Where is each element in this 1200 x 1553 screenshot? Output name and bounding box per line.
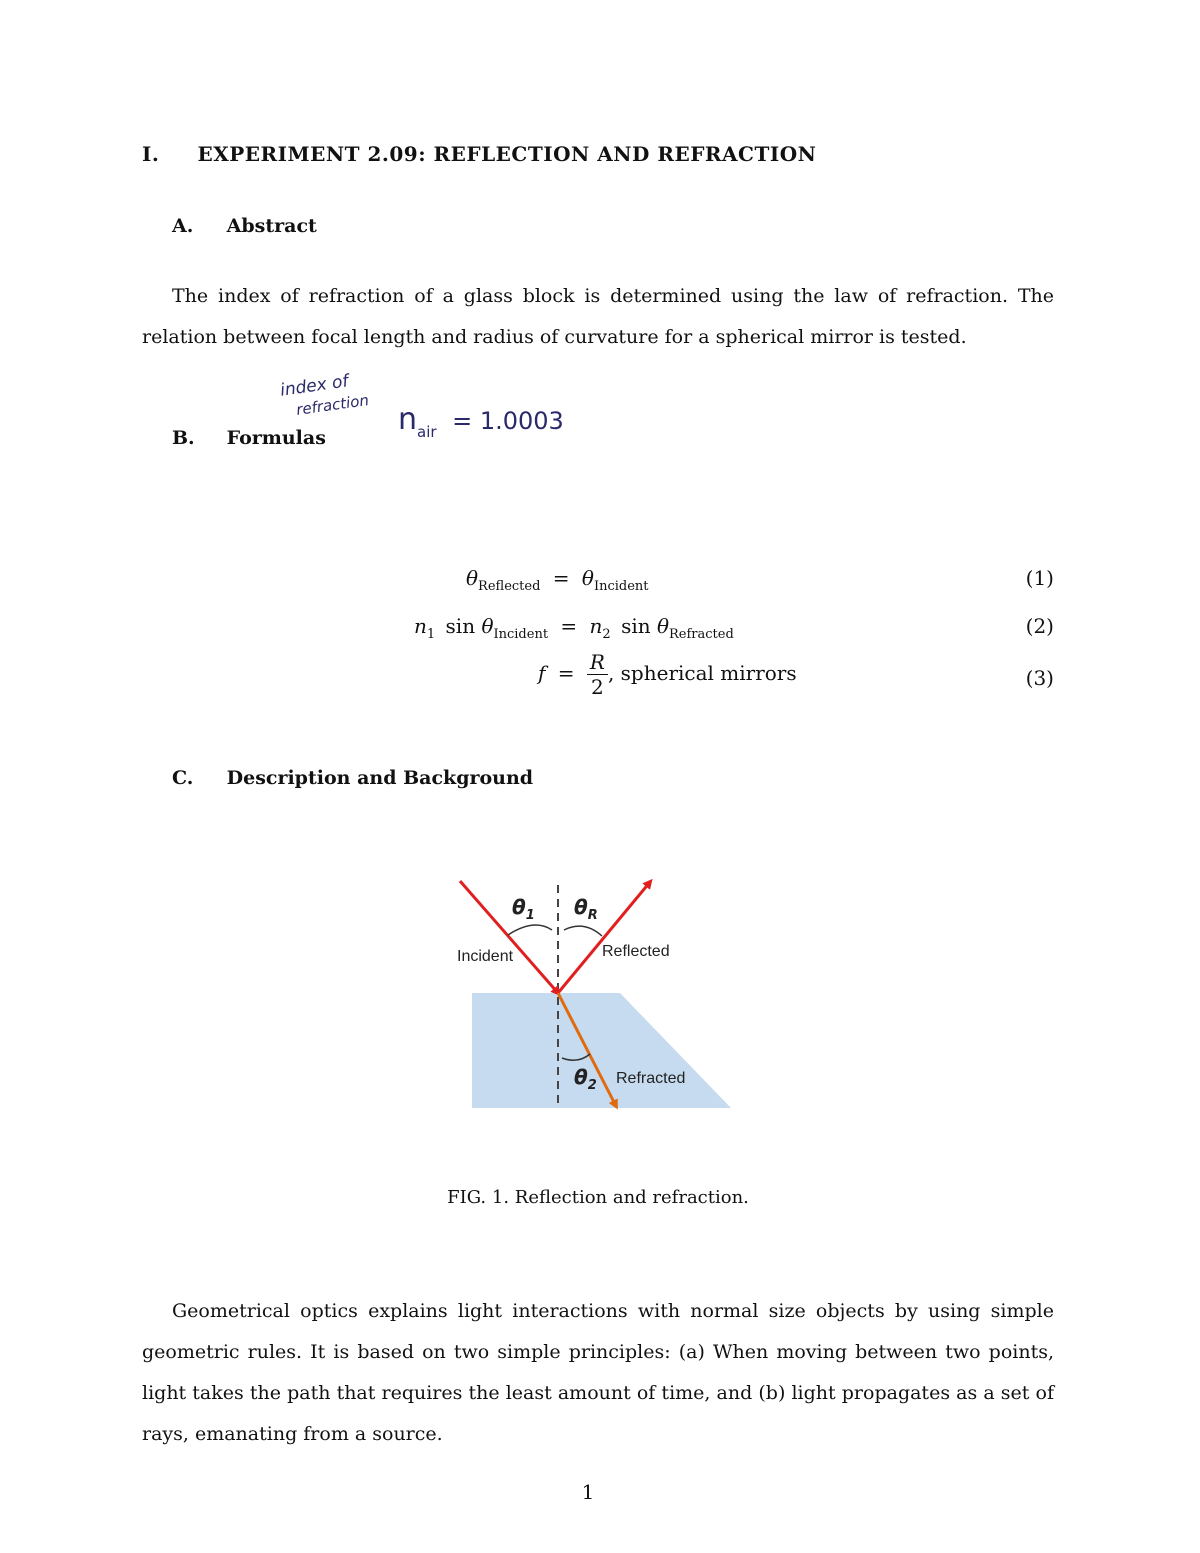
abstract-number: A. xyxy=(172,215,194,237)
eq2-equals: = xyxy=(560,614,578,638)
eq3-equals: = xyxy=(557,661,575,685)
glass-block xyxy=(472,993,731,1108)
body-paragraph xyxy=(142,1291,1054,1455)
eq2-n1-sub: 1 xyxy=(426,627,436,642)
handwritten-note-line2: refraction xyxy=(295,391,370,419)
handwritten-value: = 1.0003 xyxy=(452,407,564,435)
eq2-theta2-sub: Refracted xyxy=(669,627,734,642)
abstract-paragraph xyxy=(142,276,1054,358)
handwritten-n-air xyxy=(398,402,564,441)
eq3-numerator: R xyxy=(587,650,608,675)
section-heading xyxy=(142,142,816,166)
refracted-label: Refracted xyxy=(616,1070,686,1087)
description-number: C. xyxy=(172,767,194,789)
theta1-arc xyxy=(508,925,552,935)
formulas-heading xyxy=(172,427,326,449)
eq1-number: (1) xyxy=(1025,566,1054,590)
eq1-lhs-var: θ xyxy=(466,566,479,590)
equation-2 xyxy=(414,614,734,642)
formulas-number: B. xyxy=(172,427,195,449)
handwritten-note-line1: index of xyxy=(278,371,350,401)
theta1-label: $\theta_1$ xyxy=(512,895,535,923)
eq2-sin1: sin xyxy=(445,614,476,638)
handwritten-n-symbol: n xyxy=(398,402,418,437)
reflection-refraction-figure xyxy=(450,870,750,1120)
eq1-lhs-sub: Reflected xyxy=(478,579,541,594)
eq1-rhs-var: θ xyxy=(581,566,594,590)
abstract-text: The index of refraction of a glass block is determined using the law of refraction. The relation between focal length and radius of curvature for a spherical mirror is tested. xyxy=(142,285,1054,348)
eq2-theta2: θ xyxy=(656,614,670,638)
incident-ray xyxy=(460,881,558,993)
description-heading xyxy=(172,767,533,789)
section-title: EXPERIMENT 2.09: REFLECTION AND REFRACTION xyxy=(197,142,817,166)
equation-3 xyxy=(538,650,797,699)
reflected-label: Reflected xyxy=(602,943,670,960)
formulas-title: Formulas xyxy=(226,427,326,449)
eq1-rhs-sub: Incident xyxy=(593,579,649,594)
eq2-sin2: sin xyxy=(621,614,651,638)
handwritten-air-sub: air xyxy=(417,423,437,441)
abstract-heading xyxy=(172,215,317,237)
eq2-theta1-sub: Incident xyxy=(493,627,549,642)
figure-caption: FIG. 1. Reflection and refraction. xyxy=(447,1187,749,1208)
eq2-n2: n xyxy=(589,614,603,638)
section-number: I. xyxy=(142,142,160,166)
eq3-lhs: f xyxy=(538,661,546,685)
incident-label: Incident xyxy=(457,948,514,965)
abstract-title: Abstract xyxy=(226,215,317,237)
thetaR-arc xyxy=(564,926,602,936)
eq2-number: (2) xyxy=(1025,614,1054,638)
eq3-denominator: 2 xyxy=(591,675,604,699)
eq3-fraction xyxy=(587,650,608,699)
equation-1 xyxy=(466,566,649,594)
eq3-number: (3) xyxy=(1025,666,1054,690)
eq2-n2-sub: 2 xyxy=(602,627,611,642)
reflected-ray xyxy=(558,882,650,993)
body-text: Geometrical optics explains light interactions with normal size objects by using simple geometric rules. It is based on two simple principles: (a) When moving between two points, light takes the path that requires the least amount of time, and (b) light propagates as a set of rays, emanating from a source. xyxy=(142,1300,1054,1445)
page-number: 1 xyxy=(581,1480,595,1504)
theta2-label: $\theta_2$ xyxy=(574,1065,597,1093)
eq3-rest: , spherical mirrors xyxy=(607,661,797,685)
eq2-theta1: θ xyxy=(481,614,494,638)
thetaR-label: $\theta_R$ xyxy=(574,895,598,923)
eq2-n1: n xyxy=(414,614,427,638)
eq1-equals: = xyxy=(552,566,570,590)
description-title: Description and Background xyxy=(226,767,534,789)
